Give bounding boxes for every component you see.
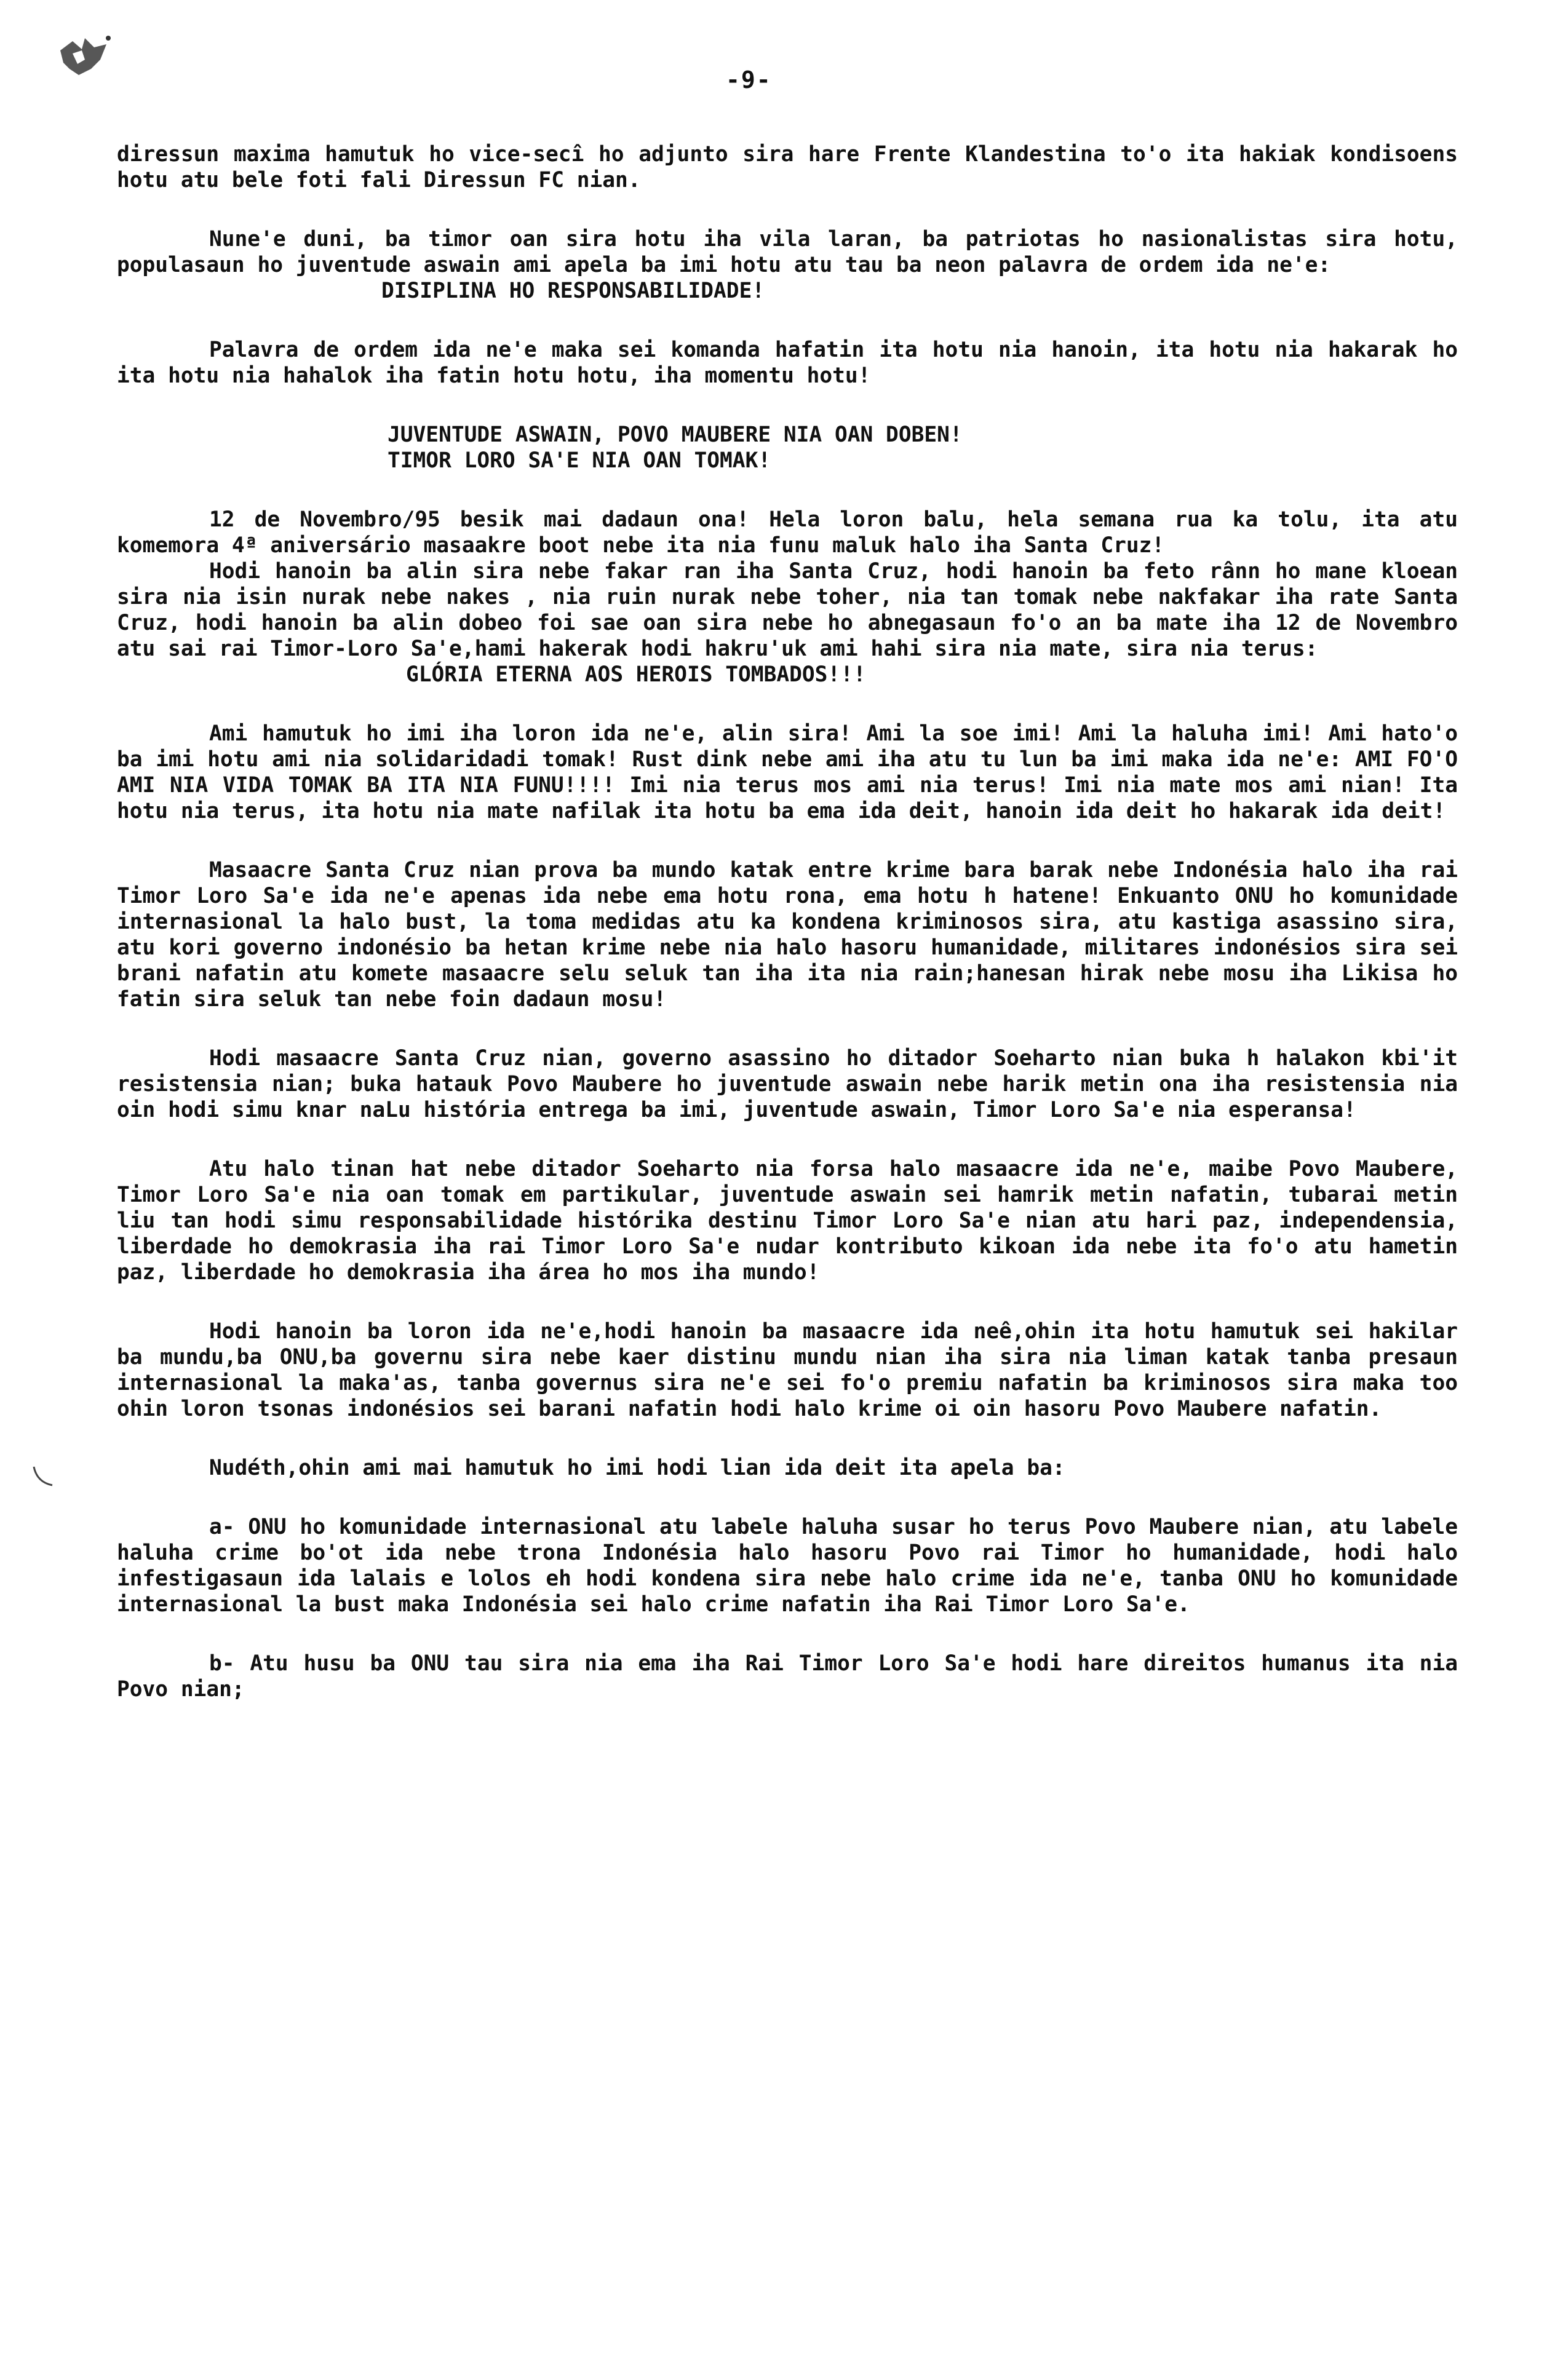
margin-mark-icon xyxy=(31,1464,55,1488)
slogan-glory: GLÓRIA ETERNA AOS HEROIS TOMBADOS!!! xyxy=(406,662,866,687)
slogan-timor: TIMOR LORO SA'E NIA OAN TOMAK! xyxy=(388,448,771,473)
paragraph-10: Hodi hanoin ba loron ida ne'e,hodi hanoin ba masaacre ida neê,ohin ita hotu hamutuk sei hakilar ba mundu,ba ONU,ba governu sira nebe kaer distinu mundu nian iha sira nia liman katak tanba presaun internasional la maka'as, tanba governus sira ne'e sei fo'o premiu nafatin ba kriminosos sira maka too ohin loron tsonas indonésios sei barani nafatin hodi halo krime oi oin hasoru Povo Maubere nafatin. xyxy=(117,1319,1458,1421)
paragraph-5: Hodi hanoin ba alin sira nebe fakar ran iha Santa Cruz, hodi hanoin ba feto rânn ho mane kloean sira nia isin nurak nebe nakes , nia ruin nurak nebe toher, nia tan tomak nebe nakfakar iha rate Santa Cruz, hodi hanoin ba alin dobeo foi sae oan sira nebe ho abnegasaun fo'o an ba mate iha 12 de Novembro atu sai rai Timor-Loro Sa'e,hami hakerak hodi hakru'uk ami hahi sira nia mate, sira nia terus: xyxy=(117,559,1458,661)
paragraph-6: Ami hamutuk ho imi iha loron ida ne'e, alin sira! Ami la soe imi! Ami la haluha imi! Ami hato'o ba imi hotu ami nia solidaridadi tomak! Rust dink nebe ami iha atu tu lun ba imi maka ida ne'e: AMI FO'O AMI NIA VIDA TOMAK BA ITA NIA FUNU!!!! Imi nia terus mos ami nia terus! Imi nia mate mos ami nian! Ita hotu nia terus, ita hotu nia mate nafilak ita hotu ba ema ida deit, hanoin ida deit ho hakarak ida deit! xyxy=(117,721,1458,823)
list-item-a: a- ONU ho komunidade internasional atu labele haluha susar ho terus Povo Maubere nian, atu labele haluha crime bo'ot ida nebe trona Indonésia halo hasoru Povo rai Timor ho humanidade, hodi halo infestigasaun ida lalais e lolos eh hodi kondena sira nebe halo crime ida ne'e, tanba ONU ho komunidade internasional la bust maka Indonésia sei halo crime nafatin iha Rai Timor Loro Sa'e. xyxy=(117,1515,1458,1617)
stain-mark-icon xyxy=(48,26,116,87)
page-number: -9- xyxy=(726,66,772,93)
slogan-discipline: DISIPLINA HO RESPONSABILIDADE! xyxy=(381,279,765,303)
paragraph-4: 12 de Novembro/95 besik mai dadaun ona! Hela loron balu, hela semana rua ka tolu, ita atu komemora 4ª aniversário masaakre boot nebe ita nia funu maluk halo iha Santa Cruz! xyxy=(117,507,1458,558)
paragraph-3: Palavra de ordem ida ne'e maka sei komanda hafatin ita hotu nia hanoin, ita hotu nia hakarak ho ita hotu nia hahalok iha fatin hotu hotu, iha momentu hotu! xyxy=(117,338,1458,388)
paragraph-1: diressun maxima hamutuk ho vice-secî ho adjunto sira hare Frente Klandestina to'o ita hakiak kondisoens hotu atu bele foti fali Diressun FC nian. xyxy=(117,142,1458,192)
list-item-b: b- Atu husu ba ONU tau sira nia ema iha Rai Timor Loro Sa'e hodi hare direitos humanus ita nia Povo nian; xyxy=(117,1651,1458,1702)
slogan-youth: JUVENTUDE ASWAIN, POVO MAUBERE NIA OAN DOBEN! xyxy=(388,422,963,447)
document-body xyxy=(117,141,1458,1702)
paragraph-11: Nudéth,ohin ami mai hamutuk ho imi hodi lian ida deit ita apela ba: xyxy=(209,1456,1065,1480)
paragraph-7: Masaacre Santa Cruz nian prova ba mundo katak entre krime bara barak nebe Indonésia halo iha rai Timor Loro Sa'e ida ne'e apenas ida nebe ema hotu rona, ema hotu h hatene! Enkuanto ONU ho komunidade internasional la halo bust, la toma medidas atu ka kondena kriminosos sira, atu kastiga asassino sira, atu kori governo indonésio ba hetan krime nebe nia halo hasoru humanidade, militares indonésios sira sei brani nafatin atu komete masaacre selu seluk tan iha ita nia rain;hanesan hirak nebe mosu iha Likisa ho fatin sira seluk tan nebe foin dadaun mosu! xyxy=(117,858,1458,1012)
paragraph-8: Hodi masaacre Santa Cruz nian, governo asassino ho ditador Soeharto nian buka h halakon kbi'it resistensia nian; buka hatauk Povo Maubere ho juventude aswain nebe harik metin ona iha resistensia nia oin hodi simu knar naLu história entrega ba imi, juventude aswain, Timor Loro Sa'e nia esperansa! xyxy=(117,1046,1458,1122)
paragraph-9: Atu halo tinan hat nebe ditador Soeharto nia forsa halo masaacre ida ne'e, maibe Povo Maubere, Timor Loro Sa'e nia oan tomak em partikular, juventude aswain sei hamrik metin nafatin, tubarai metin liu tan hodi simu responsabilidade histórika destinu Timor Loro Sa'e nian atu hari paz, independensia, liberdade ho demokrasia iha rai Timor Loro Sa'e nudar kontributo kikoan ida nebe ita fo'o atu hametin paz, liberdade ho demokrasia iha área ho mos iha mundo! xyxy=(117,1157,1458,1285)
paragraph-2: Nune'e duni, ba timor oan sira hotu iha vila laran, ba patriotas ho nasionalistas sira hotu, populasaun ho juventude aswain ami apela ba imi hotu atu tau ba neon palavra de ordem ida ne'e: xyxy=(117,227,1458,277)
